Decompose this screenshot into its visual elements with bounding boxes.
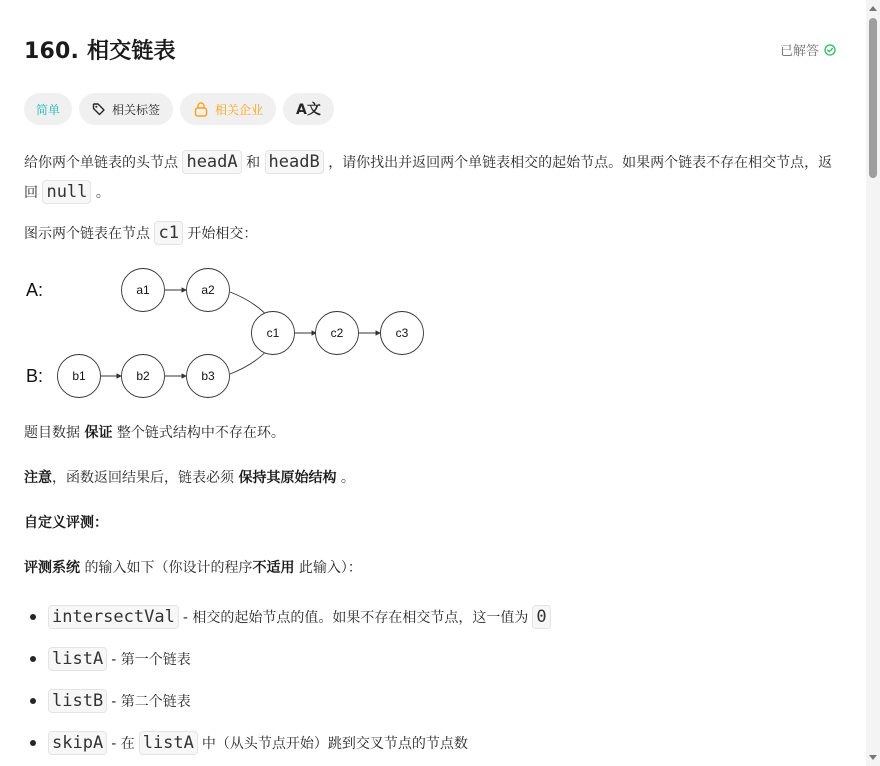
code-null: null [42,180,91,204]
solved-status [780,40,836,59]
description-paragraph-2: 图示两个链表在节点 c1 开始相交： [24,223,258,243]
code-zero: 0 [532,605,550,629]
scroll-down-arrow-icon[interactable] [869,755,877,760]
companies-tag-label: 相关企业 [215,102,264,117]
description-paragraph-1: 给你两个单链表的头节点 headA 和 headB ，请你找出并返回两个单链表相交的起始节点。如果两个链表不存在相交节点，返 回 null 。 [24,152,833,202]
tag-bar [24,93,334,125]
list-item: intersectVal - 相交的起始节点的值。如果不存在相交节点，这一值为 0 [24,596,844,638]
diagram-label-a: A: [26,280,44,300]
node-b3-label: b3 [201,369,215,383]
topics-tag-button[interactable] [79,93,173,125]
node-c3-label: c3 [395,326,409,340]
input-params-list [24,596,844,764]
solved-label: 已解答 [780,44,820,59]
code-skipA: skipA [48,731,107,755]
node-a2-label: a2 [201,283,215,297]
intersection-diagram [24,260,444,410]
node-c1-label: c1 [266,326,280,340]
code-listA: listA [48,647,107,671]
difficulty-label: 简单 [36,102,61,117]
check-circle-icon [824,44,836,56]
code-headA: headA [182,150,241,174]
scrollbar-thumb[interactable] [869,18,877,178]
node-c2-label: c2 [330,326,344,340]
code-listB: listB [48,689,107,713]
list-item: listB - 第二个链表 [24,680,844,722]
description-paragraph-5: 自定义评测： [24,515,108,531]
code-listA-inline: listA [139,731,198,755]
node-a1-label: a1 [136,283,150,297]
list-item: skipA - 在 listA 中（从头节点开始）跳到交叉节点的节点数 [24,722,844,764]
description-paragraph-3: 题目数据 保证 整个链式结构中不存在环。 [24,425,285,441]
node-b1-label: b1 [72,369,86,383]
companies-tag-button[interactable] [180,93,276,125]
translate-icon: A文 [296,102,321,118]
scroll-up-arrow-icon[interactable] [869,6,877,11]
difficulty-tag[interactable] [24,93,72,125]
description-paragraph-6: 评测系统 的输入如下（你设计的程序不适用 此输入）： [24,560,362,576]
tag-icon [92,102,106,116]
vertical-scrollbar[interactable] [866,0,880,766]
topics-tag-label: 相关标签 [112,102,161,117]
diagram-label-b: B: [26,366,44,386]
lock-icon [193,101,209,117]
code-c1: c1 [154,221,182,245]
node-b2-label: b2 [136,369,150,383]
problem-title: 160. 相交链表 [24,39,176,64]
translate-button[interactable] [283,93,334,125]
list-item: listA - 第一个链表 [24,638,844,680]
code-intersectVal: intersectVal [48,605,179,629]
description-paragraph-4: 注意，函数返回结果后，链表必须 保持其原始结构 。 [24,470,355,486]
code-headB: headB [265,150,324,174]
